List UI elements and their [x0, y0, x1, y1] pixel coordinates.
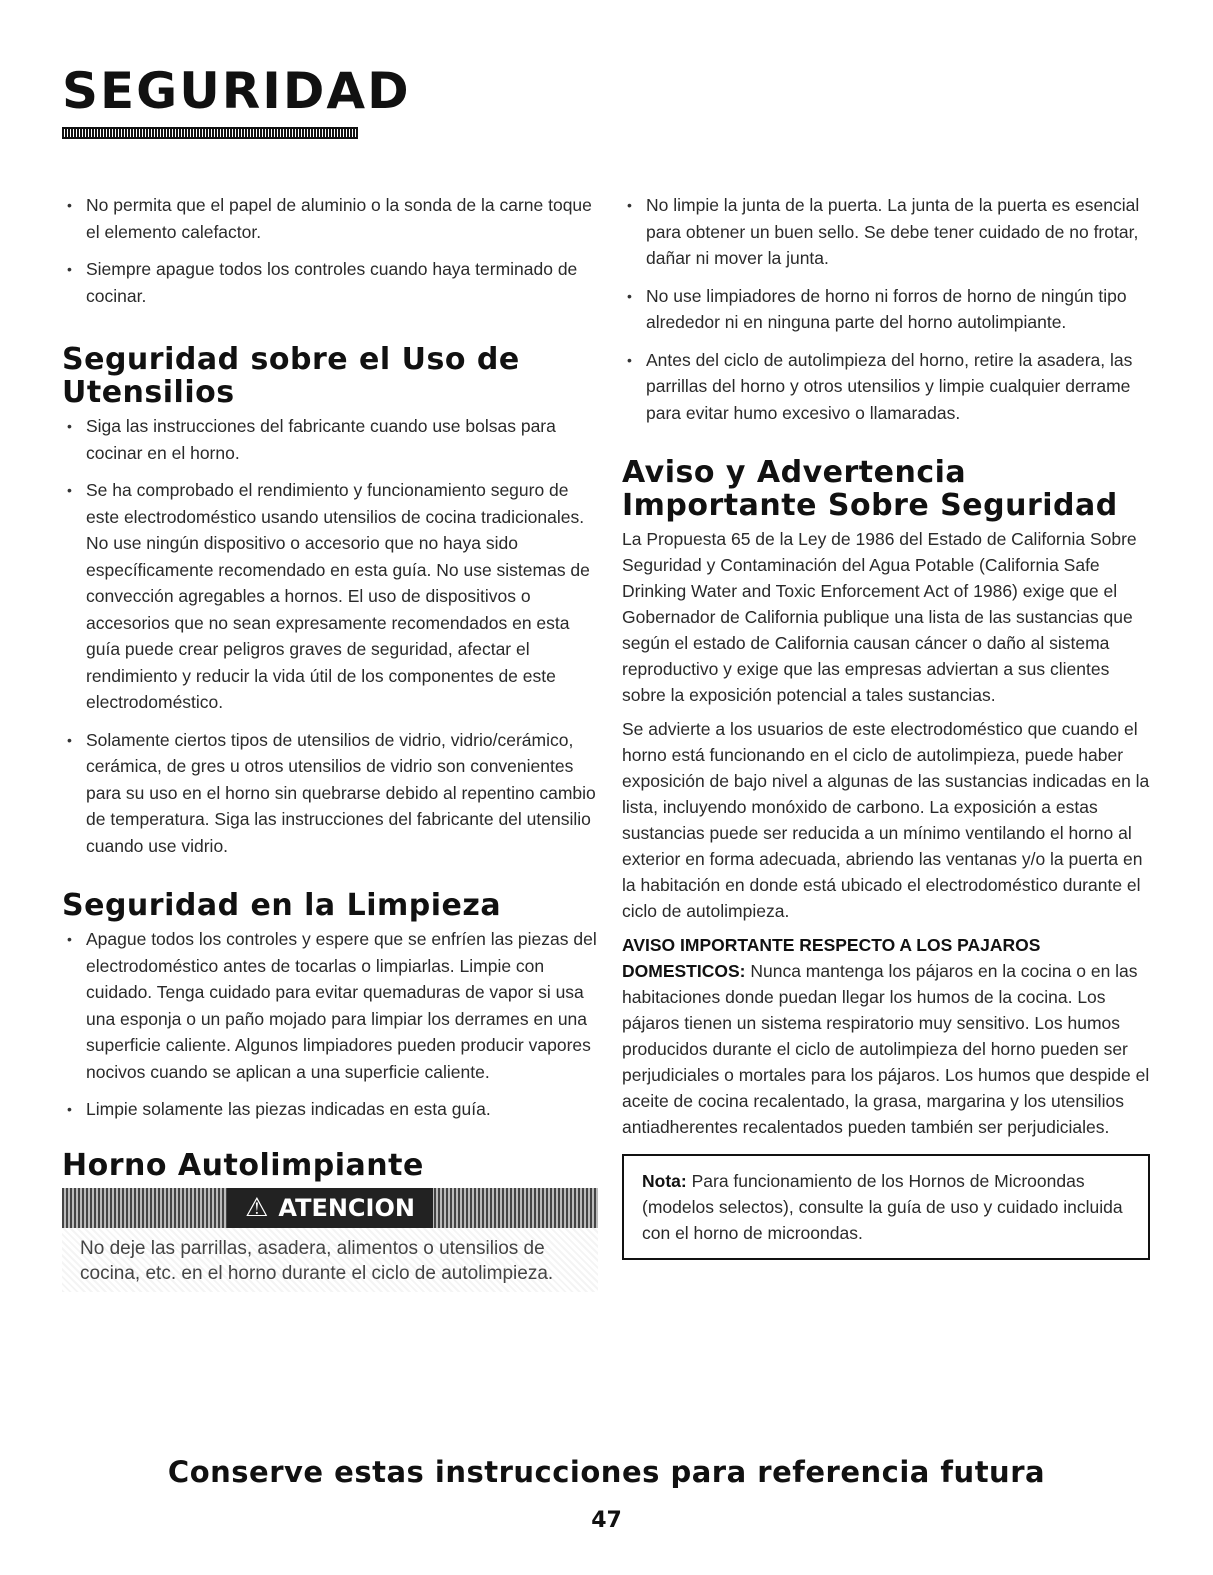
right-column	[622, 192, 1150, 1260]
caution-text: No deje las parrillas, asadera, alimentos o utensilios de cocina, etc. en el horno durante el ciclo de autolimpieza.	[62, 1228, 598, 1292]
list-item: • Se ha comprobado el rendimiento y funcionamiento seguro de este electrodoméstico usando utensilios de cocina tradicionales. No use ningún dispositivo o accesorio que no haya sido específicamente recomendado en esta guía. No use sistemas de convección agregables a hornos. El uso de dispositivos o accesorios que no sean expresamente recomendados en esta guía puede crear peligros graves de seguridad, afectar el rendimiento y reducir la vida útil de los componentes de este electrodoméstico.	[62, 477, 598, 716]
page-number: 47	[591, 1508, 622, 1533]
intro-bullet-list	[62, 192, 598, 309]
utensils-bullet-list	[62, 413, 598, 859]
footer-title: Conserve estas instrucciones para referencia futura	[167, 1455, 1046, 1489]
warning-triangle-icon: ⚠	[245, 1192, 269, 1223]
list-item: • Siga las instrucciones del fabricante cuando use bolsas para cocinar en el horno.	[62, 413, 598, 466]
list-item: • Limpie solamente las piezas indicadas en esta guía.	[62, 1096, 598, 1123]
list-item: • No permita que el papel de aluminio o la sonda de la carne toque el elemento calefactor.	[62, 192, 598, 245]
notice-paragraph: La Propuesta 65 de la Ley de 1986 del Estado de California Sobre Seguridad y Contaminación del Agua Potable (California Safe Drinking Water and Toxic Enforcement Act of 1986) exige que el Gobernador de California publique una lista de las sustancias que según el estado de California causan cáncer o daño al sistema reproductivo y exige que las empresas adviertan a sus clientes sobre la exposición potencial a tales sustancias.	[622, 529, 1137, 705]
door-gasket-bullet-list	[622, 192, 1150, 426]
section-heading-self-clean: Horno Autolimpiante	[62, 1147, 424, 1183]
birds-warning-paragraph	[622, 932, 1150, 1140]
list-item: • No limpie la junta de la puerta. La junta de la puerta es esencial para obtener un buen sello. Se debe tener cuidado de no frotar, dañar ni mover la junta.	[622, 192, 1150, 272]
title-underline-rule	[62, 127, 358, 139]
caution-label: ATENCION	[278, 1193, 415, 1222]
list-item: • Siempre apague todos los controles cuando haya terminado de cocinar.	[62, 256, 598, 309]
section-heading-notice: Aviso y Advertencia Importante Sobre Seguridad	[622, 455, 1118, 523]
list-item: • Solamente ciertos tipos de utensilios de vidrio, vidrio/cerámico, cerámica, de gres u otros utensilios de vidrio son convenientes para su uso en el horno sin quebrarse debido al repentino cambio de temperatura. Siga las instrucciones del fabricante del utensilio cuando use vidrio.	[62, 727, 598, 860]
section-heading-cleaning: Seguridad en la Limpieza	[62, 888, 502, 923]
list-item: • Apague todos los controles y espere que se enfríen las piezas del electrodoméstico antes de tocarlas o limpiarlas. Limpie con cuidado. Tenga cuidado para evitar quemaduras de vapor si usa una esponja o un paño mojado para limpiar los derrames en una superficie caliente. Algunos limpiadores pueden producir vapores nocivos cuando se aplican a una superficie caliente.	[62, 926, 598, 1085]
microwave-note-box	[622, 1154, 1150, 1260]
left-column	[62, 192, 598, 1292]
note-lead: Nota:	[642, 1171, 687, 1191]
caution-banner	[62, 1188, 598, 1228]
caution-label-box	[227, 1188, 433, 1228]
notice-paragraph: Se advierte a los usuarios de este electrodoméstico que cuando el horno está funcionando en el ciclo de autolimpieza, puede haber exposición de bajo nivel a algunas de las sustancias indicadas en la lista, incluyendo monóxido de carbono. La exposición a estas sustancias puede ser reducida a un mínimo ventilando el horno al exterior en forma adecuada, abriendo las ventanas y/o la puerta en la habitación en donde está ubicado el electrodoméstico durante el ciclo de autolimpieza.	[622, 719, 1150, 921]
birds-warning-text: Nunca mantenga los pájaros en la cocina o en las habitaciones donde puedan llegar los humos de la cocina. Los pájaros tienen un sistema respiratorio muy sensitivo. Los humos producidos durante el ciclo de autolimpieza del horno pueden ser perjudiciales o mortales para los pájaros. Los humos que despide el aceite de cocina recalentado, la grasa, margarina y los utensilios antiadherentes recalentados pueden también ser perjudiciales.	[622, 961, 1150, 1137]
list-item: • No use limpiadores de horno ni forros de horno de ningún tipo alrededor ni en ninguna parte del horno autolimpiante.	[622, 283, 1150, 336]
note-text: Para funcionamiento de los Hornos de Microondas (modelos selectos), consulte la guía de uso y cuidado incluida con el horno de microondas.	[642, 1171, 1123, 1243]
list-item: • Antes del ciclo de autolimpieza del horno, retire la asadera, las parrillas del horno y otros utensilios y limpie cualquier derrame para evitar humo excesivo o llamaradas.	[622, 347, 1150, 427]
birds-warning-lead: AVISO IMPORTANTE RESPECTO A LOS PAJAROS DOMESTICOS:	[622, 935, 1041, 981]
cleaning-bullet-list	[62, 926, 598, 1123]
section-heading-utensils: Seguridad sobre el Uso de Utensilios	[62, 342, 520, 410]
page-title: SEGURIDAD	[62, 62, 411, 120]
